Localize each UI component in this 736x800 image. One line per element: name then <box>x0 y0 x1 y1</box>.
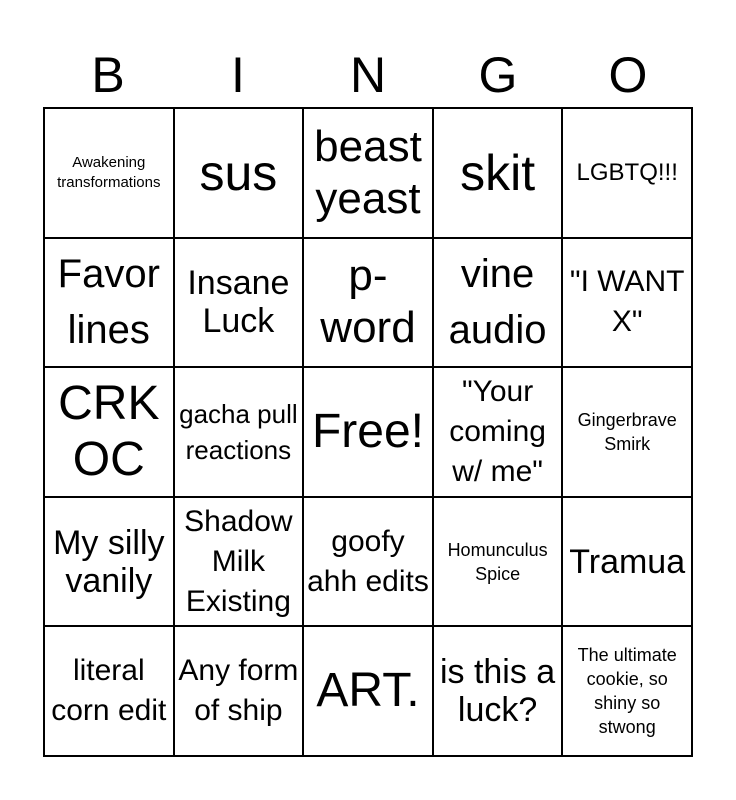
header-letter-o: O <box>608 47 648 103</box>
bingo-cell[interactable]: "Your coming w/ me" <box>433 367 563 497</box>
bingo-cell[interactable]: The ultimate cookie, so shiny so stwong <box>562 626 692 756</box>
header-letter-g: G <box>478 47 518 103</box>
bingo-cell[interactable]: Any form of ship <box>174 626 304 756</box>
bingo-cell[interactable]: literal corn edit <box>44 626 174 756</box>
header-letter-n: N <box>349 47 387 103</box>
bingo-cell[interactable]: p-word <box>303 238 433 368</box>
bingo-cell[interactable]: "I WANT X" <box>562 238 692 368</box>
bingo-cell[interactable]: Tramua <box>562 497 692 627</box>
bingo-cell[interactable]: Gingerbrave Smirk <box>562 367 692 497</box>
bingo-cell[interactable]: Homunculus Spice <box>433 497 563 627</box>
bingo-cell[interactable]: gacha pull reactions <box>174 367 304 497</box>
bingo-cell[interactable]: Awakening transformations <box>44 108 174 238</box>
bingo-grid <box>43 107 693 757</box>
bingo-cell[interactable]: Favor lines <box>44 238 174 368</box>
bingo-cell[interactable]: is this a luck? <box>433 626 563 756</box>
bingo-header <box>43 44 693 106</box>
header-letter-b: B <box>91 47 125 103</box>
bingo-cell[interactable]: LGBTQ!!! <box>562 108 692 238</box>
bingo-cell free-space[interactable]: Free! <box>303 367 433 497</box>
bingo-cell[interactable]: sus <box>174 108 304 238</box>
bingo-cell[interactable]: vine audio <box>433 238 563 368</box>
bingo-cell[interactable]: CRK OC <box>44 367 174 497</box>
bingo-cell[interactable]: beast yeast <box>303 108 433 238</box>
bingo-cell[interactable]: My silly vanily <box>44 497 174 627</box>
bingo-cell[interactable]: Insane Luck <box>174 238 304 368</box>
bingo-cell[interactable]: Shadow Milk Existing <box>174 497 304 627</box>
bingo-cell[interactable]: goofy ahh edits <box>303 497 433 627</box>
bingo-cell[interactable]: skit <box>433 108 563 238</box>
header-letter-i: I <box>231 47 245 103</box>
bingo-cell[interactable]: ART. <box>303 626 433 756</box>
